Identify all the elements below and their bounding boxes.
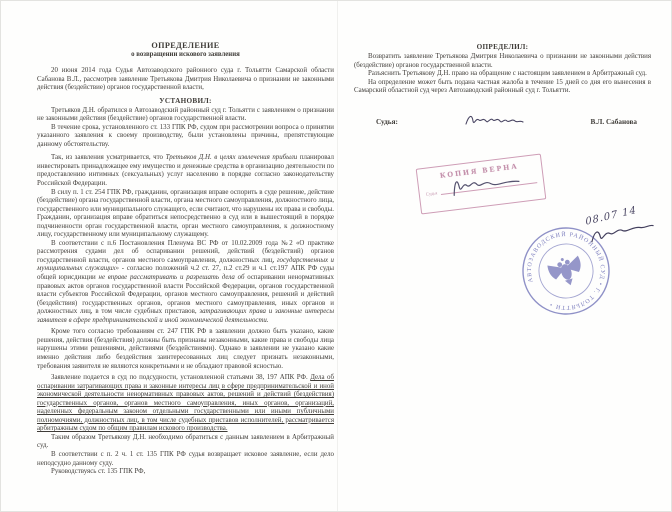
paragraph: Третьяков Д.Н. обратился в Автозаводский районный суд г. Тольятти с заявлением о признании не законными действия (бездействие) органов государственной власти. <box>37 106 334 123</box>
heading-opredelil: ОПРЕДЕЛИЛ: <box>476 43 529 51</box>
judge-signature <box>463 112 525 128</box>
paragraph <box>37 240 334 325</box>
document-subtitle: о возвращении искового заявления <box>131 51 240 58</box>
paragraph-segment-italic: Третьяков Д.Н. в целях извлечения прибыли <box>165 154 298 162</box>
copy-verna-stamp <box>416 153 547 214</box>
page-2 <box>337 1 672 512</box>
page-1 <box>1 1 337 512</box>
paragraph: В силу п. 1 ст. 254 ГПК РФ, гражданин, организация вправе оспорить в суде решение, действие (бездействие) органа государственной власти, органа местного самоуправления, должностного лица, государственного или муниципального служащего, если считают, что нарушены их права и свободы. Гражданин, организация вправе обратиться непосредственно в суд или в вышестоящий в порядке подчиненности орган государственной власти, орган местного самоуправления, к должностному лицу, государственному или муниципальному служащему. <box>37 188 334 239</box>
paragraph <box>37 374 334 434</box>
paragraph-segment-italic: затрагивающих права и законные интересы заявителя в сфере предпринимательской и иной экономической деятельности. <box>37 308 334 324</box>
judge-name: В.Л. Сабанова <box>590 117 637 126</box>
paragraph: На определение может быть подана частная жалоба в течение 15 дней со дня его вынесения в Самарский областной суд через Автозаводский районный суд г. Тольятти. <box>354 78 651 95</box>
paragraph-segment: В соответствии с п.6 Постановления Пленума ВС РФ от 10.02.2009 года №2 «О практике рассмотрения судами дел об оспаривании решений, действий (бездействий) органов государственной власти, органов местного самоуправления, должностных лиц, <box>37 239 334 264</box>
handwritten-date: 08.07 14 <box>584 204 638 228</box>
paragraph: Кроме того согласно требованиям ст. 247 ГПК РФ в заявлении должно быть указано, какие решения, действия (бездействия) должны быть признаны незаконными, какие права и свободы лица нарушены этими решениями, действиями (бездействиями). Однако в заявлении не указано какие именно действия либо бездействия заинтересованных лиц следует признать незаконными, требования заявителя не являются конкретными и не обладают правовой ясностью. <box>37 328 334 370</box>
paragraph-segment: планировал инвестировать принадлежащее ему имущество и денежные средства в организацию деятельности по предоставлению интимных (сексуальных) услуг населению в порядке согласно законодательству Российской Федерации. <box>37 154 335 188</box>
signature-row <box>354 108 651 126</box>
paragraph: Руководствуясь ст. 135 ГПК РФ, <box>51 468 146 476</box>
handwritten-annotation <box>585 197 672 253</box>
paragraph-segment-italic: государственных и муниципальных служащих» <box>37 256 334 273</box>
paragraph: Разъяснить Третьякову Д.Н. право на обращение с настоящим заявлением в Арбитражный суд. <box>368 70 647 78</box>
seal-circular-text: АВТОЗАВОДСКИЙ РАЙОННЫЙ СУД • Г. ТОЛЬЯТТИ • <box>526 231 606 311</box>
paragraph-segment-italic: не вправе рассматривать и разрешать дела об <box>98 274 245 282</box>
copy-stamp-judge-label: Судья <box>425 190 438 197</box>
intro-paragraph: 20 июня 2014 года Судья Автозаводского районного суда г. Тольятти Самарской области Сабанова В.Л., рассмотрев заявление Третьякова Дмитрия Николаевича о признании не законными действия (бездействие) органов государственной власти, <box>37 67 334 92</box>
paragraph-segment-underlined: Дела об оспаривании затрагивающих права и законные интересы лиц в сфере предпринимательской и иной экономической деятельности ненормативных правовых актов, решений и действий (бездействия) государственных органов, органов местного самоуправления, иных органов, организаций, наделенных федеральным законом отдельными государственными или иными публичными полномочиями, должностных лиц, в том числе судебных приставов исполнителей, рассматривается арбитражным судом по общим правилам искового производства. <box>37 374 334 433</box>
document-title: ОПРЕДЕЛЕНИЕ <box>151 41 220 50</box>
paragraph-segment: Заявление подается в суд по подсудности, установленной статьями 38, 197 АПК РФ. <box>51 374 311 382</box>
paragraph: В соответствии с п. 2 ч. 1 ст. 135 ГПК РФ судья возвращает исковое заявление, если дело неподсудно данному суду. <box>37 450 334 467</box>
heading-ustanovil: УСТАНОВИЛ: <box>159 96 212 105</box>
paragraph-segment: - согласно положений ч.2 ст. 27, п.2 ст.29 и ч.1 ст.197 АПК РФ суды общей юрисдикции <box>37 265 334 282</box>
paragraph: В течение срока, установленного ст. 133 ГПК РФ, судом при рассмотрении вопроса о принятии указанного заявления к своему производству, были установлены причины, препятствующие данному обстоятельству. <box>37 123 334 148</box>
judge-label: Судья: <box>376 117 398 126</box>
paragraph: Таким образом Третьякову Д.Н. необходимо обратиться с данным заявлением в Арбитражный суд. <box>37 433 334 450</box>
paragraph: Возвратить заявление Третьякова Дмитрия Николаевича о признании не законными действия (бездействие) органов государственной власти. <box>354 53 651 69</box>
copy-stamp-title: КОПИЯ ВЕРНА <box>439 161 520 180</box>
paragraph-segment: Так, из заявления усматривается, что <box>51 154 166 162</box>
paragraph <box>37 154 334 188</box>
paragraph-segment: оспаривании ненормативных правовых актов органов государственной власти Российской Федерации, органов государственной власти субъектов Российской Федерации, органов местного самоуправления, решений и действий (бездействия) государственных органов, органов местного самоуправления, иных органов и должностных лиц, в том числе судебных приставов, <box>37 274 334 316</box>
double-headed-eagle-icon <box>546 253 586 290</box>
